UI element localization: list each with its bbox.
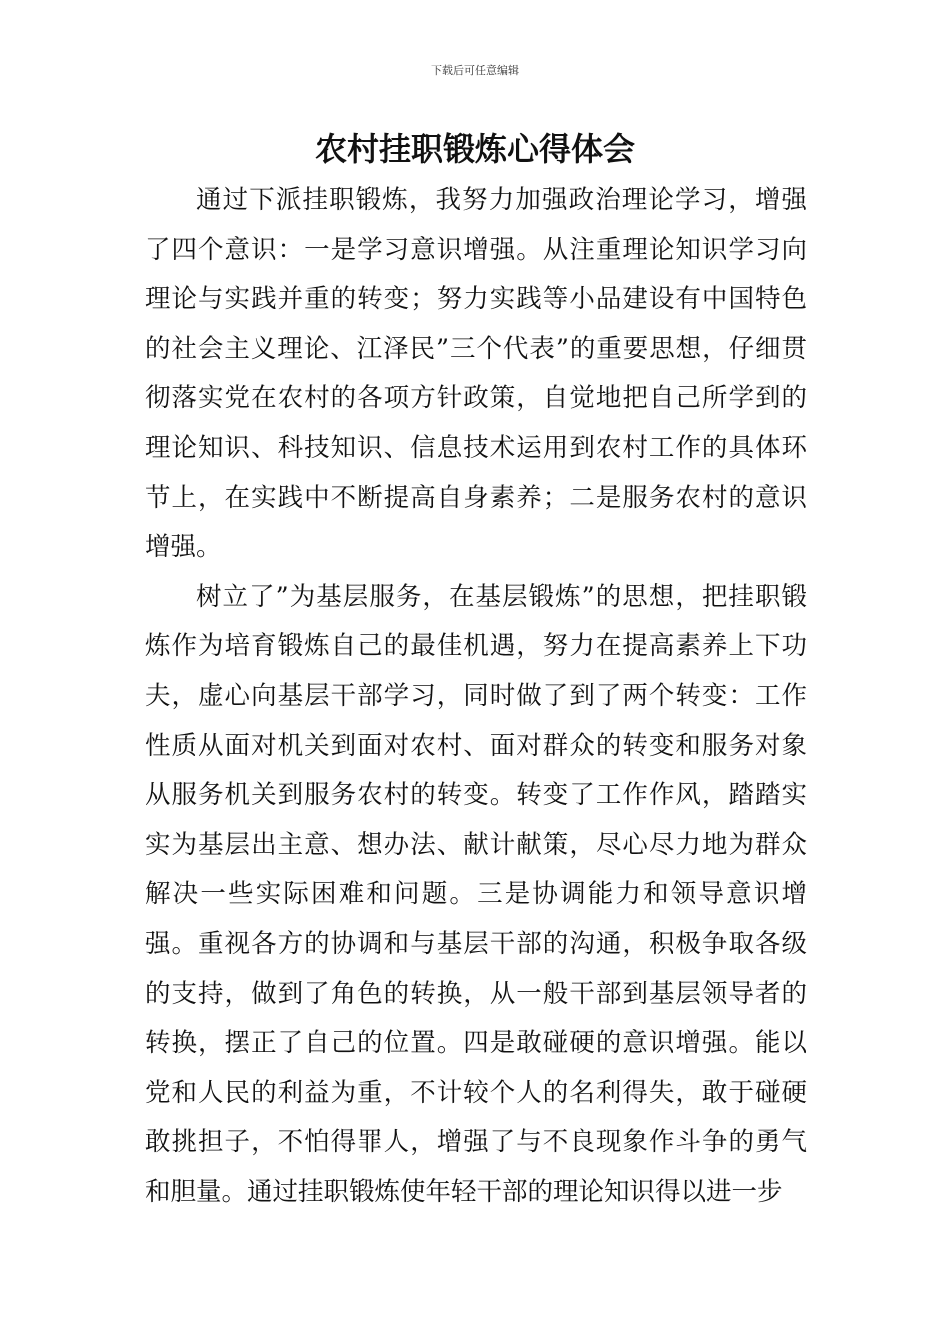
- paragraph-2: 树立了”为基层服务，在基层锻炼”的思想，把挂职锻炼作为培育锻炼自己的最佳机遇，努力在提高素养上下功夫，虚心向基层干部学习，同时做了到了两个转变：工作性质从面对机关到面对农村、面对群众的转变和服务对象从服务机关到服务农村的转变。转变了工作作风，踏踏实实为基层出主意、想办法、献计献策，尽心尽力地为群众解决一些实际困难和问题。三是协调能力和领导意识增强。重视各方的协调和与基层干部的沟通，积极争取各级的支持，做到了角色的转换，从一般干部到基层领导者的转换，摆正了自己的位置。四是敢碰硬的意识增强。能以党和人民的利益为重，不计较个人的名利得失，敢于碰硬敢挑担子，不怕得罪人，增强了与不良现象作斗争的勇气和胆量。通过挂职锻炼使年轻干部的理论知识得以进一步: [145, 581, 807, 1207]
- document-title: 农村挂职锻炼心得体会: [314, 130, 635, 168]
- document-body: [145, 176, 807, 1217]
- paragraph-1: 通过下派挂职锻炼，我努力加强政治理论学习，增强了四个意识：一是学习意识增强。从注重理论知识学习向理论与实践并重的转变；努力实践等小品建设有中国特色的社会主义理论、江泽民”三个代表”的重要思想，仔细贯彻落实党在农村的各项方针政策，自觉地把自己所学到的理论知识、科技知识、信息技术运用到农村工作的具体环节上，在实践中不断提高自身素养；二是服务农村的意识增强。: [145, 185, 807, 563]
- header-note: 下载后可任意编辑: [431, 64, 519, 77]
